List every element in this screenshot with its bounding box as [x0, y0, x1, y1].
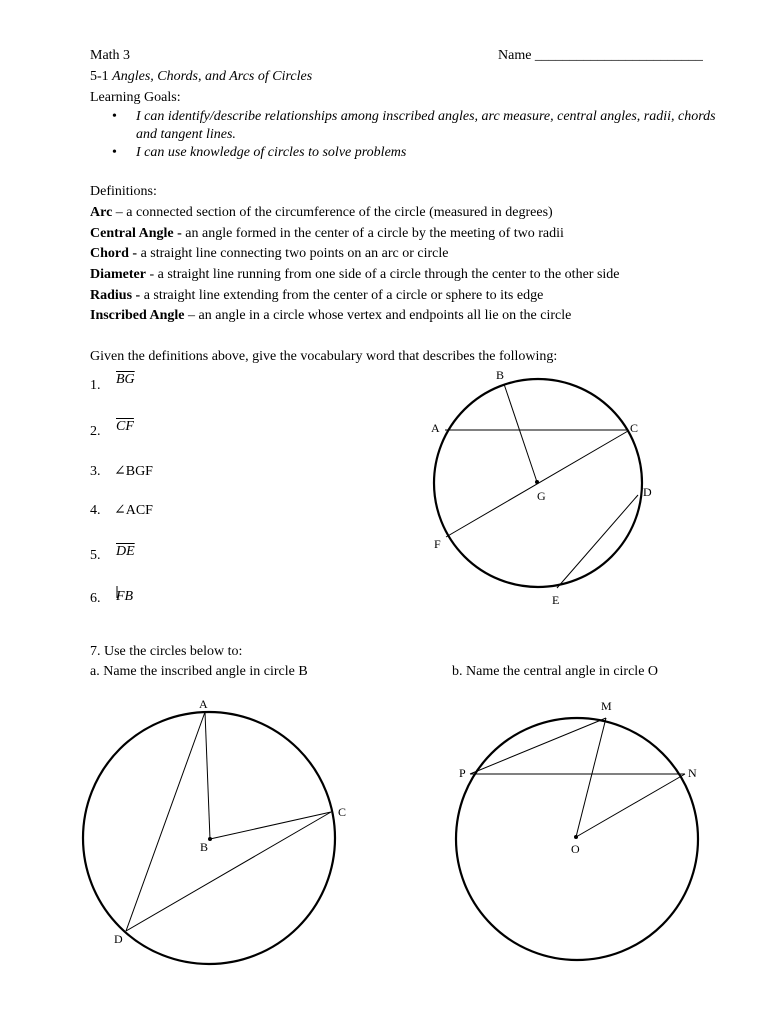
label-e: E	[552, 593, 560, 607]
figure-circle-o	[456, 699, 698, 960]
definition-term: Arc	[90, 205, 113, 220]
label-m: M	[601, 699, 612, 713]
center-point-o	[574, 835, 578, 839]
label-b: B	[200, 840, 209, 854]
question-7a: a. Name the inscribed angle in circle B	[90, 664, 308, 679]
question-number: 3.	[90, 464, 101, 479]
segment-ab	[205, 712, 210, 839]
label-a: A	[199, 697, 208, 711]
label-p: P	[459, 766, 466, 780]
definition-term: Chord -	[90, 246, 138, 261]
label-c: C	[630, 421, 639, 435]
question-term: ∠ACF	[114, 503, 153, 518]
question-term: FB	[116, 589, 134, 604]
figure-circle-b	[83, 697, 346, 964]
center-point-g	[535, 480, 539, 484]
definition-term: Central Angle -	[90, 226, 182, 241]
definition-term: Inscribed Angle	[90, 308, 185, 323]
definition-sep: -	[145, 267, 158, 282]
lesson-name: Angles, Chords, and Arcs of Circles	[112, 69, 313, 84]
chord-pm	[470, 718, 606, 774]
instructions: Given the definitions above, give the vocabulary word that describes the following:	[90, 349, 558, 364]
definition-text: a straight line running from one side of a circle through the center to the other side	[157, 267, 620, 282]
name-field[interactable]: Name ________________________	[498, 48, 703, 63]
question-number: 6.	[90, 591, 101, 606]
label-f: F	[434, 537, 441, 551]
label-o: O	[571, 842, 580, 856]
segment-bc	[210, 812, 331, 839]
segment-bg	[504, 384, 537, 482]
lesson-number: 5-1	[90, 69, 113, 84]
definition-text: an angle formed in the center of a circle by the meeting of two radii	[185, 226, 564, 241]
goals-heading: Learning Goals:	[90, 90, 181, 105]
circle-outline	[456, 718, 698, 960]
definition-term: Radius -	[90, 288, 141, 303]
definition-text: a straight line connecting two points on an arc or circle	[140, 246, 449, 261]
question-number: 2.	[90, 424, 101, 439]
bullet-icon: •	[112, 109, 117, 124]
definition-term: Diameter	[90, 267, 146, 282]
definition-text: a straight line extending from the center of a circle or sphere to its edge	[143, 288, 544, 303]
goal-text: I can use knowledge of circles to solve problems	[136, 145, 407, 160]
definition-text: a connected section of the circumference of the circle (measured in degrees)	[126, 205, 553, 220]
segment-on	[576, 774, 685, 837]
label-c: C	[338, 805, 347, 819]
definition-sep: –	[112, 205, 127, 220]
chord-de	[557, 495, 638, 588]
figure-circle-g	[431, 368, 652, 607]
definition-text: an angle in a circle whose vertex and endpoints all lie on the circle	[198, 308, 572, 323]
bullet-icon: •	[112, 145, 117, 160]
question-number: 1.	[90, 378, 101, 393]
definition-sep: –	[184, 308, 199, 323]
definitions-heading: Definitions:	[90, 184, 157, 199]
question-term: ∠BGF	[114, 464, 153, 479]
label-g: G	[537, 489, 546, 503]
label-d: D	[643, 485, 652, 499]
chord-dc	[126, 812, 331, 931]
question-term: $\overline{CF}$	[116, 419, 134, 434]
label-n: N	[688, 766, 697, 780]
label-a: A	[431, 421, 440, 435]
segment-mo	[576, 718, 606, 837]
question-term: $\overline{DE}$	[116, 544, 135, 559]
label-d: D	[114, 932, 123, 946]
question-number: 4.	[90, 503, 101, 518]
center-point-b	[208, 837, 212, 841]
label-b: B	[496, 368, 505, 382]
question-7-prompt: 7. Use the circles below to:	[90, 644, 243, 659]
question-number: 5.	[90, 548, 101, 563]
chord-ad	[126, 712, 205, 931]
goal-text: I can identify/describe relationships among inscribed angles, arc measure, central angles, radii, chords and tangent lines.	[136, 109, 716, 142]
question-7b: b. Name the central angle in circle O	[452, 664, 659, 679]
course-title: Math 3	[90, 48, 131, 63]
question-term: $\overline{BG}$	[116, 372, 135, 387]
